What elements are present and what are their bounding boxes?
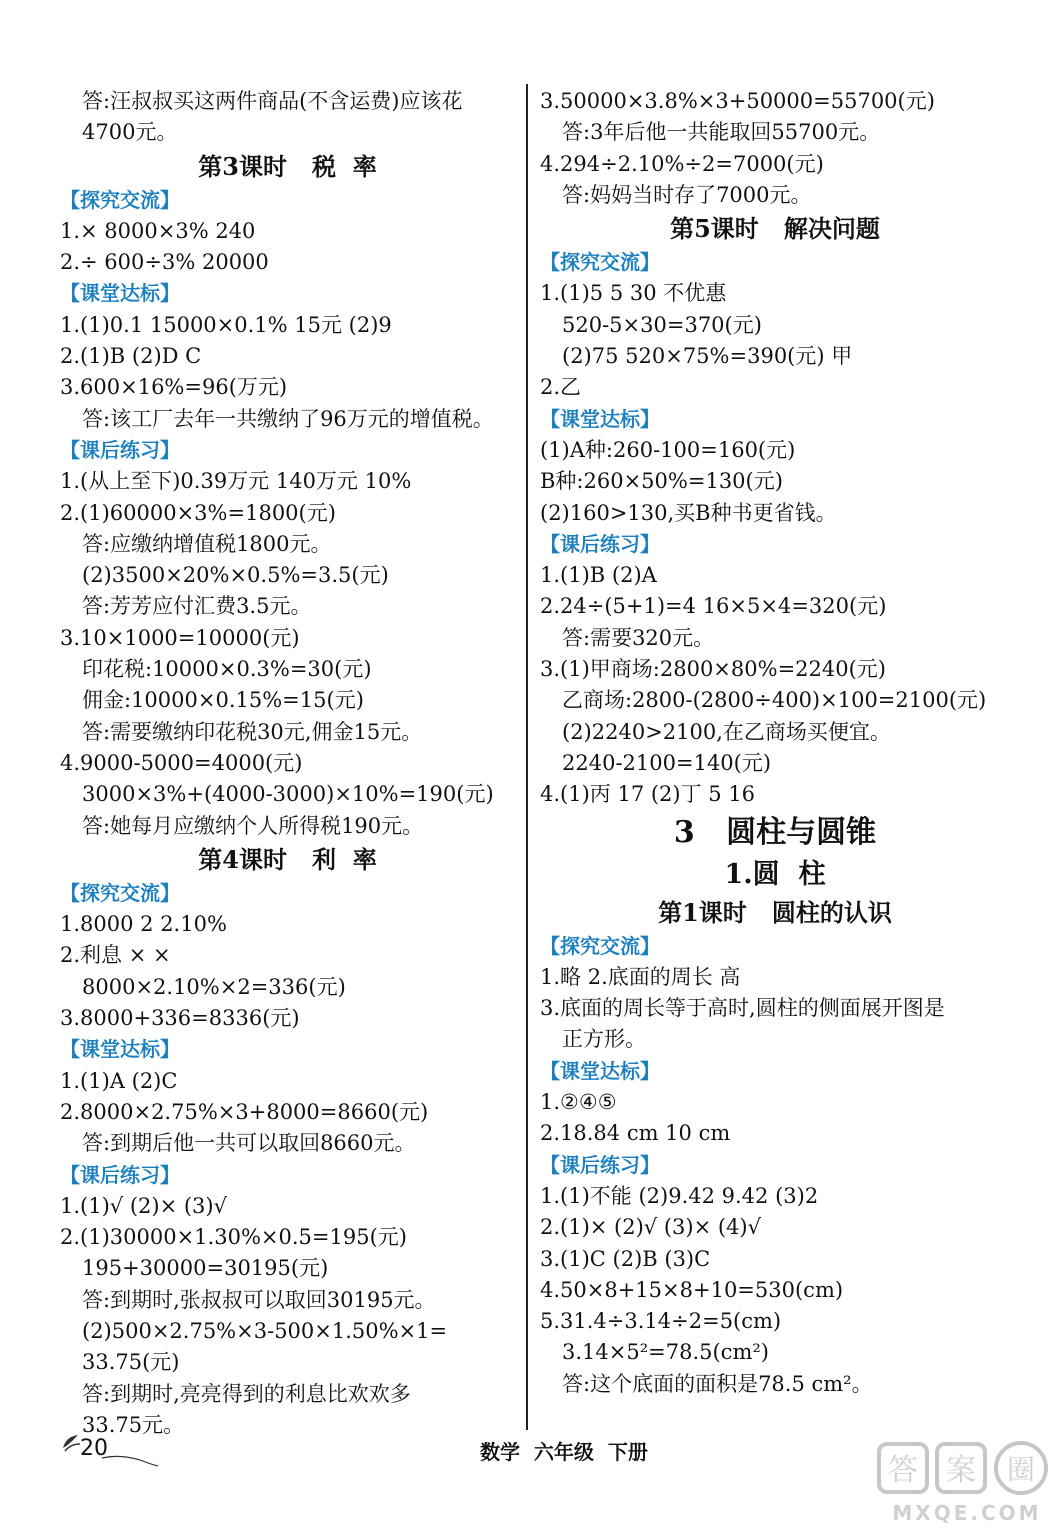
- section-label: 【课堂达标】: [60, 281, 180, 306]
- answer-line: 答:应缴纳增值税1800元。: [82, 531, 332, 556]
- footer-subject: 数学 六年级 下册: [480, 1440, 648, 1464]
- chapter-heading: 1.圆 柱: [724, 858, 826, 890]
- svg-text:MXQE.COM: MXQE.COM: [892, 1501, 1042, 1525]
- answer-line: (2)2240>2100,在乙商场买便宜。: [562, 719, 891, 744]
- answer-line: 33.75(元): [82, 1350, 180, 1375]
- answer-line: 乙商场:2800-(2800÷400)×100=2100(元): [562, 688, 987, 713]
- watermark-graphic: [875, 1438, 1055, 1528]
- column-divider: [526, 84, 528, 1430]
- section-label: 【探究交流】: [60, 880, 180, 905]
- answer-line: 答:妈妈当时存了7000元。: [562, 182, 812, 207]
- section-label: 【课后练习】: [60, 1162, 180, 1187]
- answer-line: 1.(1)0.1 15000×0.1% 15元 (2)9: [60, 312, 392, 337]
- svg-text:案: 案: [946, 1453, 976, 1488]
- answer-line: 4.9000-5000=4000(元): [60, 750, 303, 775]
- answer-line: (1)A种:260-100=160(元): [540, 437, 796, 462]
- answer-line: (2)160>130,买B种书更省钱。: [540, 500, 837, 525]
- answer-line: 佣金:10000×0.15%=15(元): [82, 688, 364, 713]
- section-label: 【探究交流】: [60, 187, 180, 212]
- answer-line: 2.(1)B (2)D C: [60, 344, 202, 369]
- answer-line: 2.24÷(5+1)=4 16×5×4=320(元): [540, 594, 887, 619]
- section-label: 【课堂达标】: [60, 1037, 180, 1062]
- answer-line: (2)500×2.75%×3-500×1.50%×1=: [82, 1318, 448, 1343]
- lesson-heading: 第1课时 圆柱的认识: [658, 897, 892, 927]
- answer-line: 1.(1)B (2)A: [540, 563, 657, 588]
- answer-line: 答:需要320元。: [562, 625, 715, 650]
- answer-line: 1.(1)A (2)C: [60, 1068, 178, 1093]
- answer-line: 答:到期后他一共可以取回8660元。: [82, 1131, 416, 1156]
- answer-line: 5.31.4÷3.14÷2=5(cm): [540, 1309, 782, 1334]
- answer-line: 3.底面的周长等于高时,圆柱的侧面展开图是: [540, 996, 945, 1021]
- section-label: 【课堂达标】: [540, 406, 660, 431]
- svg-text:圈: 圈: [1006, 1453, 1036, 1486]
- answer-line: 答:芳芳应付汇费3.5元。: [82, 594, 312, 619]
- answer-line: 2.利息 × ×: [60, 943, 171, 968]
- answer-line: 33.75元。: [82, 1412, 185, 1437]
- answer-line: 1.②④⑤: [540, 1090, 617, 1115]
- answer-line: 1.(1)不能 (2)9.42 9.42 (3)2: [540, 1183, 819, 1208]
- answer-line: 3.(1)甲商场:2800×80%=2240(元): [540, 657, 886, 682]
- footer-swoosh: [100, 1452, 160, 1468]
- answer-line: 1.(从上至下)0.39万元 140万元 10%: [60, 469, 412, 494]
- answer-line: 2.乙: [540, 375, 582, 400]
- answer-line: 3.600×16%=96(万元): [60, 375, 288, 400]
- svg-text:答: 答: [888, 1453, 918, 1488]
- answer-line: 520-5×30=370(元): [562, 312, 762, 337]
- answer-line: 答:汪叔叔买这两件商品(不含运费)应该花: [82, 89, 463, 113]
- unit-heading: 3 圆柱与圆锥: [673, 814, 877, 850]
- answer-line: (2)75 520×75%=390(元) 甲: [562, 344, 853, 369]
- answer-line: 印花税:10000×0.3%=30(元): [82, 657, 372, 682]
- answer-line: 正方形。: [562, 1027, 646, 1052]
- answer-line: 4.50×8+15×8+10=530(cm): [540, 1277, 844, 1302]
- answer-line: 答:需要缴纳印花税30元,佣金15元。: [82, 719, 423, 744]
- book-logo-icon: [60, 1432, 82, 1454]
- answer-line: 2.(1)60000×3%=1800(元): [60, 500, 336, 525]
- answer-line: 4.(1)丙 17 (2)丁 5 16: [540, 782, 756, 807]
- answer-line: 2.8000×2.75%×3+8000=8660(元): [60, 1099, 429, 1124]
- lesson-heading: 第4课时 利 率: [198, 844, 377, 874]
- section-label: 【课后练习】: [60, 437, 180, 462]
- answer-line: 答:到期时,亮亮得到的利息比欢欢多: [82, 1381, 411, 1406]
- answer-line: 1.(1)√ (2)× (3)√: [60, 1193, 227, 1218]
- answer-line: 答:到期时,张叔叔可以取回30195元。: [82, 1287, 436, 1312]
- answer-line: 1.略 2.底面的周长 高: [540, 964, 741, 989]
- answer-line: 4.294÷2.10%÷2=7000(元): [540, 151, 824, 176]
- answer-line: 2.(1)30000×1.30%×0.5=195(元): [60, 1225, 407, 1250]
- page-footer: [60, 1432, 1010, 1472]
- answer-line: 答:这个底面的面积是78.5 cm²。: [562, 1371, 873, 1396]
- right-column: [540, 86, 1010, 1400]
- answer-line: (2)3500×20%×0.5%=3.5(元): [82, 563, 389, 588]
- answer-line: 3000×3%+(4000-3000)×10%=190(元): [82, 782, 494, 807]
- answer-line: 8000×2.10%×2=336(元): [82, 974, 346, 999]
- answer-line: 195+30000=30195(元): [82, 1256, 329, 1281]
- answer-line: 答:她每月应缴纳个人所得税190元。: [82, 813, 424, 838]
- answer-line: 2240-2100=140(元): [562, 750, 772, 775]
- answer-line: 1.8000 2 2.10%: [60, 912, 227, 937]
- section-label: 【课后练习】: [540, 1152, 660, 1177]
- watermark-logo: [875, 1438, 1055, 1528]
- answer-line: 2.18.84 cm 10 cm: [540, 1121, 731, 1146]
- section-label: 【探究交流】: [540, 250, 660, 275]
- answer-line: B种:260×50%=130(元): [540, 469, 783, 494]
- answer-line: 1.(1)5 5 30 不优惠: [540, 281, 727, 306]
- answer-line: 3.14×5²=78.5(cm²): [562, 1340, 769, 1365]
- answer-line: 4700元。: [82, 120, 178, 145]
- lesson-heading: 第5课时 解决问题: [670, 214, 880, 244]
- answer-line: 答:该工厂去年一共缴纳了96万元的增值税。: [82, 406, 494, 431]
- page-number: 20: [80, 1436, 108, 1461]
- answer-line: 3.10×1000=10000(元): [60, 625, 300, 650]
- answer-line: 答:3年后他一共能取回55700元。: [562, 120, 881, 145]
- left-column: [60, 86, 515, 1441]
- lesson-heading: 第3课时 税 率: [198, 151, 377, 181]
- answer-line: 2.÷ 600÷3% 20000: [60, 250, 269, 275]
- answer-line: 3.8000+336=8336(元): [60, 1006, 300, 1031]
- answer-line: 1.× 8000×3% 240: [60, 218, 256, 243]
- answer-line: 2.(1)× (2)√ (3)× (4)√: [540, 1215, 762, 1240]
- section-label: 【课堂达标】: [540, 1058, 660, 1083]
- answer-line: 3.(1)C (2)B (3)C: [540, 1246, 711, 1271]
- section-label: 【探究交流】: [540, 933, 660, 958]
- answer-line: 3.50000×3.8%×3+50000=55700(元): [540, 89, 935, 113]
- section-label: 【课后练习】: [540, 531, 660, 556]
